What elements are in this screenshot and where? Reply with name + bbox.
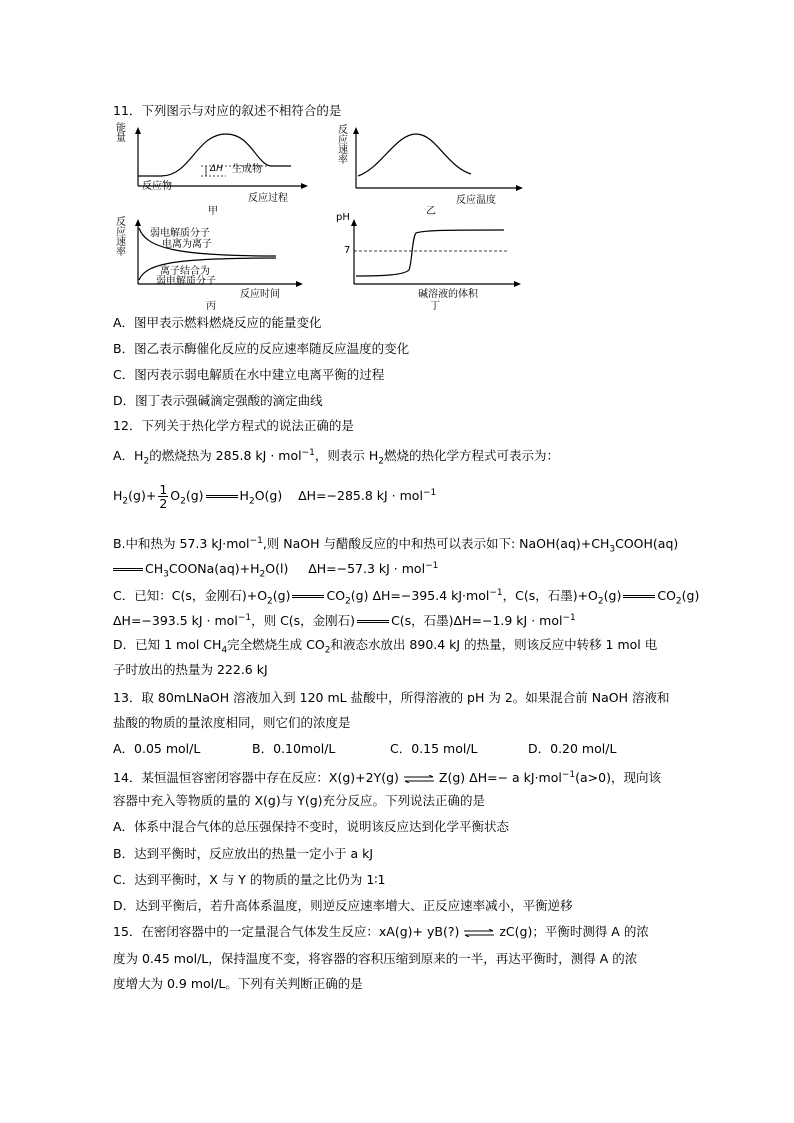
bing-name: 丙	[206, 301, 216, 312]
q12-option-b-line1: B.中和热为 57.3 kJ·mol$^{-1}$,则 NaOH 与醋酸反应的中和热可以表示如下: $NaOH(aq)+CH_3COOH(aq)$	[113, 536, 679, 555]
bing-upper-1: 弱电解质分子	[150, 228, 210, 239]
jia-name: 甲	[208, 206, 218, 217]
yi-name: 乙	[426, 206, 436, 217]
reversible-arrow-icon	[463, 924, 495, 942]
q12-option-d-line1: D．已知 1 mol $CH_4$完全燃烧生成 $CO_2$和液态水放出 890.4 kJ 的热量，则该反应中转移 1 mol 电	[113, 637, 658, 656]
q13-option-a: A．0.05 mol/L	[113, 741, 201, 756]
q14-option-c: C．达到平衡时，X 与 Y 的物质的量之比仍为 1∶1	[113, 872, 386, 887]
ding-name: 丁	[430, 301, 440, 312]
q12-option-c-line1: C．已知：C(s，金刚石)$+O_2(g)$ $CO_2(g)$ ΔH=−395.4 kJ·mol$^{-1}$，C(s，石墨)$+O_2(g)$ $CO_2(g)$	[113, 588, 700, 607]
q11-option-a: A．图甲表示燃料燃烧反应的能量变化	[113, 315, 322, 330]
q11-stem: 11．下列图示与对应的叙述不相符合的是	[113, 103, 342, 118]
yi-xlabel: 反应温度	[456, 195, 496, 206]
figure-bing	[116, 217, 316, 312]
jia-xlabel: 反应过程	[248, 193, 288, 204]
q11-option-c: C．图丙表示弱电解质在水中建立电离平衡的过程	[113, 367, 385, 382]
equals-sign	[623, 595, 655, 598]
ding-tick-7: 7	[344, 245, 351, 256]
q13-line2: 盐酸的物质的量浓度相同，则它们的浓度是	[113, 715, 351, 730]
q13-line1: 13．取 80mLNaOH 溶液加入到 120 mL 盐酸中，所得溶液的 pH 为 2。如果混合前 NaOH 溶液和	[113, 690, 670, 705]
q12-option-b-line2: $CH_3COONa(aq)+H_2O(l)$ ΔH=−57.3 kJ · mol$^{-1}$	[113, 557, 438, 584]
jia-product: 生成物	[232, 164, 262, 175]
q11-option-b: B．图乙表示酶催化反应的反应速率随反应温度的变化	[113, 341, 410, 356]
figure-jia	[116, 123, 316, 217]
jia-delta: ΔH	[210, 164, 223, 174]
q15-line3: 度增大为 0.9 mol/L。下列有关判断正确的是	[113, 976, 363, 991]
equals-sign	[206, 495, 238, 498]
q14-line2: 容器中充入等物质的量的 X(g)与 Y(g)充分反应。下列说法正确的是	[113, 793, 486, 808]
q14-option-b: B．达到平衡时，反应放出的热量一定小于 a kJ	[113, 846, 374, 861]
ding-ylabel: pH	[336, 212, 350, 223]
bing-xlabel: 反应时间	[240, 289, 280, 300]
equals-sign	[357, 620, 389, 623]
q15-line1: 15．在密闭容器中的一定量混合气体发生反应：xA(g)+ yB(?) zC(g)；平衡时测得 A 的浓	[113, 923, 649, 942]
equals-sign	[113, 568, 143, 571]
q12-option-a-line1: A．$H_2$的燃烧热为 285.8 kJ · mol$^{-1}$，则表示 $H_2$燃烧的热化学方程式可表示为：	[113, 448, 559, 467]
q12-option-d-line2: 子时放出的热量为 222.6 kJ	[113, 662, 268, 677]
q12-option-c-line2: ΔH=−393.5 kJ · mol$^{-1}$，则 C(s，金刚石) C(s，石墨)ΔH=−1.9 kJ · mol$^{-1}$	[113, 613, 576, 629]
figure-ding	[334, 212, 534, 312]
figure-yi	[336, 125, 536, 217]
jia-reactant: 反应物	[142, 181, 172, 192]
ding-xlabel: 碱溶液的体积	[418, 289, 478, 300]
q11-option-d: D．图丁表示强碱滴定强酸的滴定曲线	[113, 393, 323, 408]
q15-line2: 度为 0.45 mol/L，保持温度不变，将容器的容积压缩到原来的一半，再达平衡时，测得 A 的浓	[113, 951, 638, 966]
q12-stem: 12．下列关于热化学方程式的说法正确的是	[113, 418, 354, 433]
fraction-one-half: $\frac{1}{2}$	[159, 482, 168, 512]
bing-upper-2: 电离为离子	[162, 239, 212, 250]
q13-option-c: C．0.15 mol/L	[390, 741, 478, 756]
q14-line1: 14．某恒温恒容密闭容器中存在反应：X(g)+2Y(g) Z(g) ΔH=− a kJ·mol$^{-1}$(a>0)，现向该	[113, 766, 661, 788]
jia-ylabel: 能量	[116, 123, 126, 144]
equals-sign	[292, 595, 324, 598]
q14-option-d: D．达到平衡后，若升高体系温度，则逆反应速率增大、正反应速率减小，平衡逆移	[113, 898, 573, 913]
bing-lower-1: 离子结合为	[160, 266, 210, 277]
bing-ylabel: 反应速率	[116, 217, 126, 258]
q13-option-b: B．0.10mol/L	[252, 741, 336, 756]
q14-option-a: A．体系中混合气体的总压强保持不变时，说明该反应达到化学平衡状态	[113, 819, 510, 834]
q12-option-a-equation: $H_2(g)+$ $\frac{1}{2}$ $O_2(g)$ $H_2O(g)$ ΔH=−285.8 kJ · mol$^{-1}$	[113, 482, 437, 512]
bing-lower-2: 弱电解质分子	[156, 276, 216, 287]
q13-option-d: D．0.20 mol/L	[528, 741, 617, 756]
reversible-arrow-icon	[403, 770, 435, 788]
yi-ylabel: 反应速率	[338, 125, 348, 166]
